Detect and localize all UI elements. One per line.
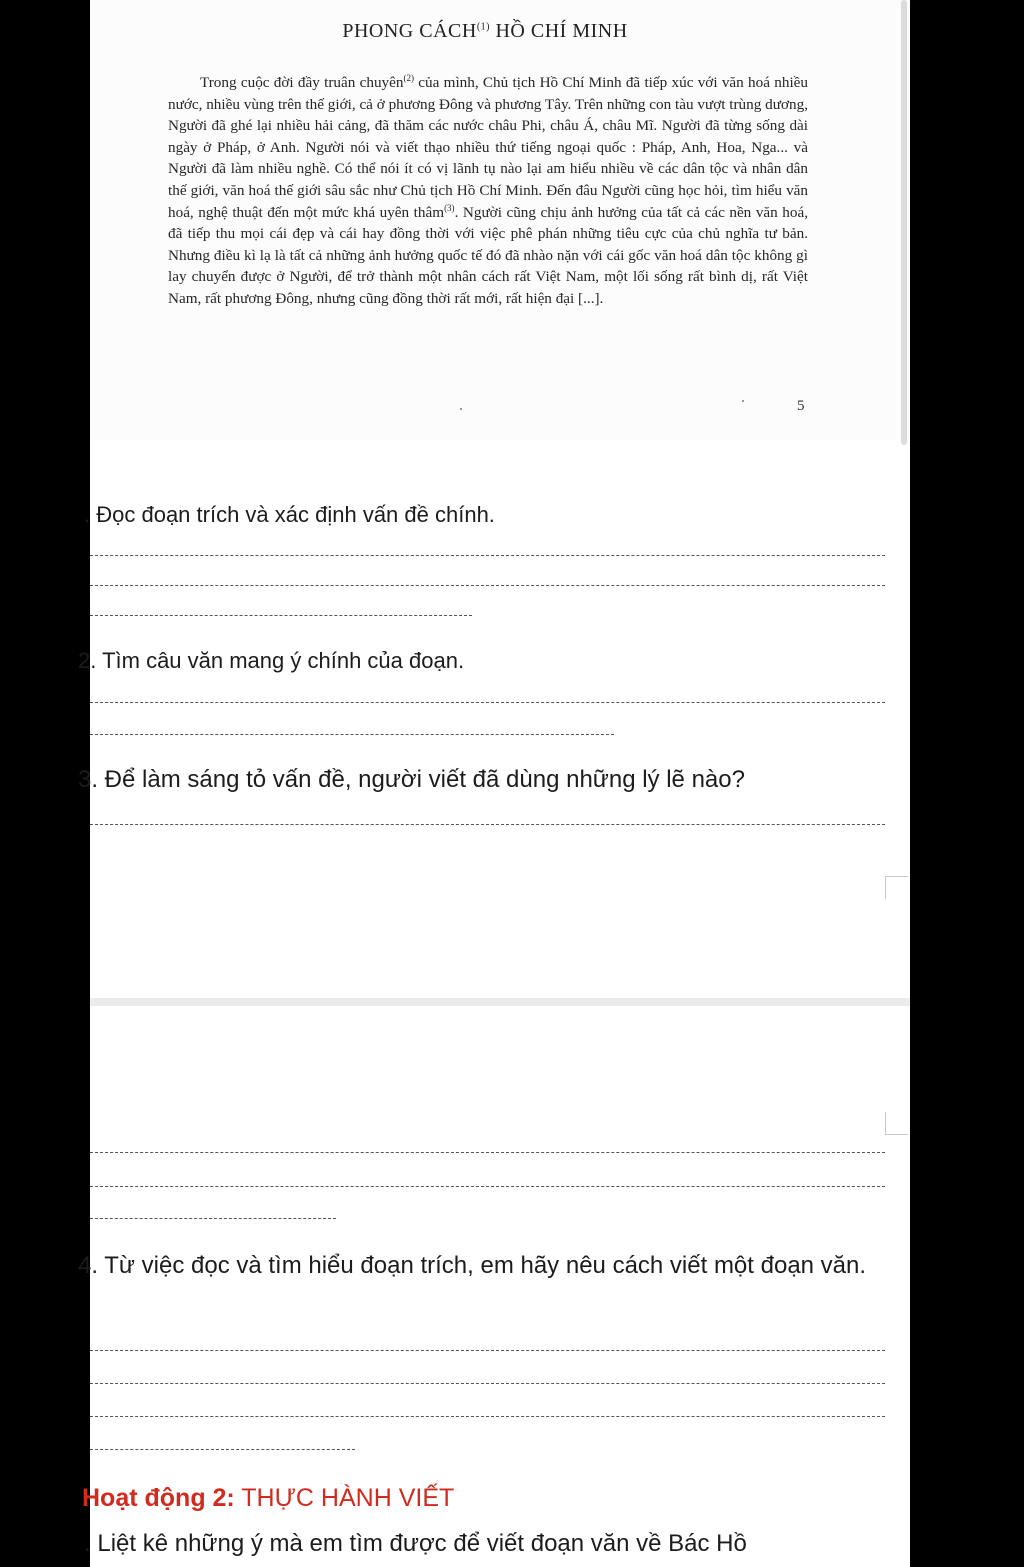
answer-line xyxy=(90,824,885,825)
answer-line xyxy=(90,585,885,586)
answer-line xyxy=(90,1383,885,1384)
scan-speck xyxy=(742,400,744,402)
scrollbar-thumb[interactable] xyxy=(901,0,907,445)
answer-line xyxy=(90,615,472,616)
answer-line xyxy=(90,1186,885,1187)
answer-line xyxy=(90,734,614,735)
scan-speck xyxy=(460,408,462,410)
answer-line xyxy=(90,702,885,703)
passage-text: Trong cuộc đời đầy truân chuyên$^{(2)}$ của mình, Chủ tịch Hồ Chí Minh đã tiếp xúc với văn hoá nhiều nước, nhiều vùng trên thế giới, cả ở phương Đông và phương Tây. Trên những con tàu vượt trùng dương, Người đã ghé lại nhiều hải cảng, đã thăm các nước châu Phi, châu Á, châu Mĩ. Người đã từng sống dài ngày ở Pháp, ở Anh. Người nói và viết thạo nhiều thứ tiếng ngoại quốc : Pháp, Anh, Hoa, Nga... và Người đã làm nhiều nghề. Có thể nói ít có vị lãnh tụ nào lại am hiểu nhiều về các dân tộc và nhân dân thế giới, văn hoá thế giới sâu sắc như Chủ tịch Hồ Chí Minh. Đến đâu Người cũng học hỏi, tìm hiểu văn hoá, nghệ thuật đến một mức khá uyên thâm$^{(3)}$. Người cũng chịu ảnh hưởng của tất cả các nền văn hoá, đã tiếp thu mọi cái đẹp và cái hay đồng thời với việc phê phán những tiêu cực của chủ nghĩa tư bản. Nhưng điều kì lạ là tất cả những ảnh hưởng quốc tế đó đã nhào nặn với cái gốc văn hoá dân tộc không gì lay chuyển được ở Người, để trở thành một nhân cách rất Việt Nam, một lối sống rất bình dị, rất Việt Nam, rất phương Đông, nhưng cũng đồng thời rất mới, rất hiện đại [...]. xyxy=(168,72,809,307)
question-2: 2. Tìm câu văn mang ý chính của đoạn. xyxy=(78,648,465,673)
answer-line xyxy=(90,1152,885,1153)
answer-line xyxy=(90,1350,885,1351)
page-number: 5 xyxy=(797,398,805,414)
document-page[interactable] xyxy=(78,0,910,1567)
question-3: 3. Để làm sáng tỏ vấn đề, người viết đã dùng những lý lẽ nào? xyxy=(78,766,745,793)
answer-line xyxy=(90,1416,885,1417)
answer-line xyxy=(90,1449,355,1450)
page-break xyxy=(90,998,910,1006)
question-1: . Đọc đoạn trích và xác định vấn đề chính. xyxy=(84,502,495,527)
answer-line xyxy=(90,1218,336,1219)
page-corner-mark xyxy=(885,1112,908,1135)
passage-title: PHONG CÁCH$^{(1)}$ HỒ CHÍ MINH xyxy=(342,20,628,42)
scanned-passage xyxy=(90,0,910,440)
page-corner-mark xyxy=(885,876,908,899)
answer-line xyxy=(90,555,885,556)
task-1: . Liệt kê những ý mà em tìm được để viết đoạn văn về Bác Hồ xyxy=(84,1530,747,1557)
question-4: 4. Từ việc đọc và tìm hiểu đoạn trích, em hãy nêu cách viết một đoạn văn. xyxy=(78,1252,867,1279)
activity-heading: Hoạt động 2: THỰC HÀNH VIẾT xyxy=(82,1484,455,1512)
